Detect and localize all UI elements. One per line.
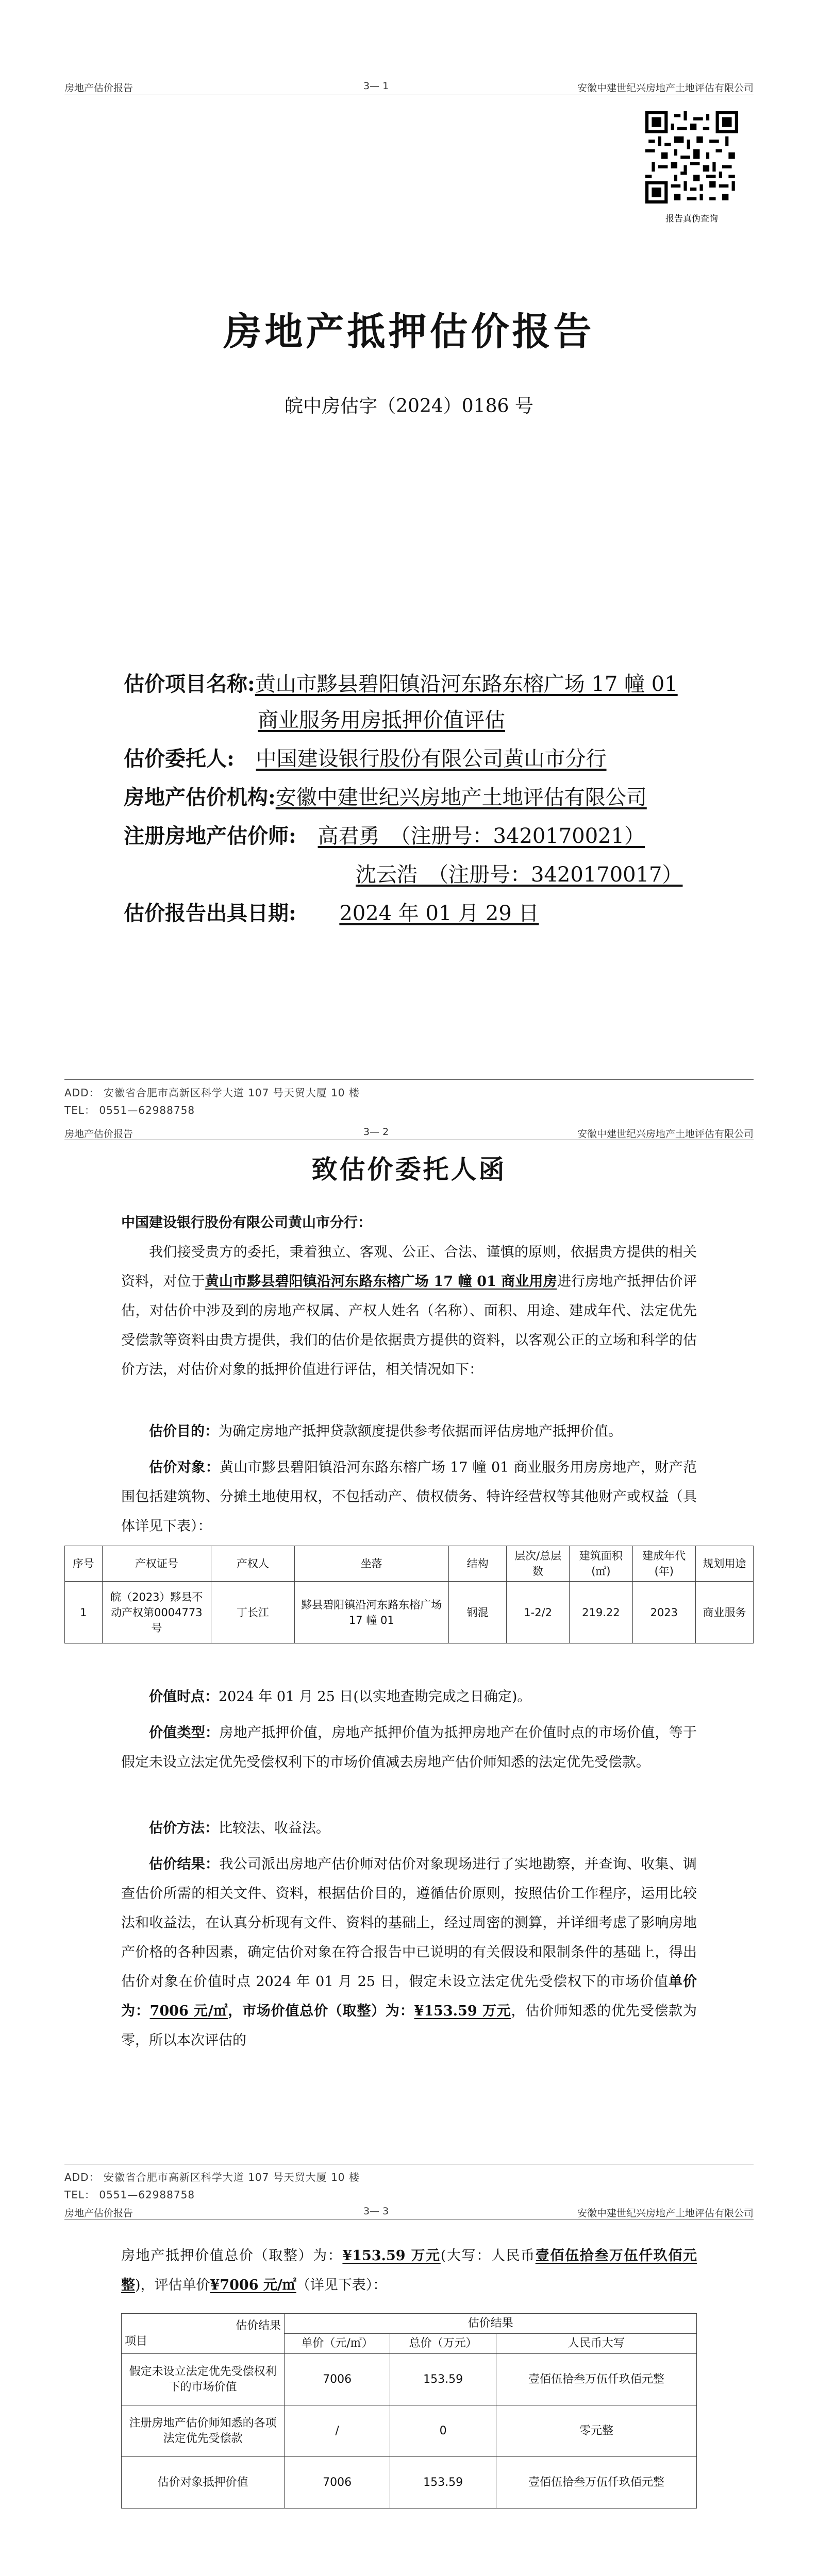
report-date-value: 2024 年 01 月 29 日 — [339, 902, 539, 925]
table-row: 估价对象抵押价值 7006 153.59 壹佰伍拾叁万伍仟玖佰元整 — [122, 2457, 697, 2509]
header-company: 安徽中建世纪兴房地产土地评估有限公司 — [577, 82, 754, 94]
page-header-2: 房地产估价报告 3— 2 安徽中建世纪兴房地产土地评估有限公司 — [64, 1126, 754, 1140]
purpose-paragraph: 估价目的：为确定房地产抵押贷款额度提供参考依据而评估房地产抵押价值。 — [149, 1423, 622, 1439]
letter-addressee: 中国建设银行股份有限公司黄山市分行： — [121, 1215, 372, 1231]
appraiser-2: 沈云浩 （注册号：3420170017） — [356, 863, 683, 887]
page-footer: ADD： 安徽省合肥市高新区科学大道 107 号天贸大厦 10 楼 TEL： 0551—62988758 — [64, 1079, 754, 1119]
report-number: 皖中房估字（2024）0186 号 — [285, 396, 533, 417]
appraiser-1: 高君勇 （注册号：3420170021） — [318, 824, 645, 848]
agency-value: 安徽中建世纪兴房地产土地评估有限公司 — [275, 786, 647, 809]
method-paragraph: 估价方法：比较法、收益法。 — [149, 1820, 330, 1836]
project-name-row: 估价项目名称:黄山市黟县碧阳镇沿河东路东榕广场 17 幢 01 — [124, 672, 678, 696]
table-row: 1 皖（2023）黟县不动产权第0004773 号 丁长江 黟县碧阳镇沿河东路东榕广场 17 幢 01 钢混 1-2/2 219.22 2023 商业服务 — [65, 1582, 754, 1643]
page-header — [64, 77, 754, 95]
page-header-3: 房地产估价报告 3— 3 安徽中建世纪兴房地产土地评估有限公司 — [64, 2206, 754, 2219]
header-left: 房地产估价报告 — [64, 82, 133, 94]
object-paragraph: 估价对象：黄山市黟县碧阳镇沿河东路东榕广场 17 幢 01 商业服务用房房地产，财产范围包括建筑物、分摊土地使用权，不包括动产、债权债务、特许经营权等其他财产或权益（具体详见下表）： — [121, 1460, 697, 1534]
client-value: 中国建设银行股份有限公司黄山市分行 — [256, 747, 607, 771]
appraiser-row-2 — [356, 860, 683, 889]
table-row: 注册房地产估价师知悉的各项法定优先受偿款 / 0 零元整 — [122, 2405, 697, 2457]
client-row: 估价委托人: 中国建设银行股份有限公司黄山市分行 — [124, 747, 607, 771]
letter-title: 致估价委托人函 — [311, 1154, 507, 1184]
mortgage-value-paragraph: 房地产抵押价值总价（取整）为：¥153.59 万元(大写：人民币壹佰伍拾叁万伍仟玖佰元整)，评估单价¥7006 元/㎡（详见下表）： — [121, 2248, 697, 2293]
qr-code-icon[interactable] — [645, 111, 738, 204]
letter-paragraph-1: 我们接受贵方的委托，秉着独立、客观、公正、合法、谨慎的原则，依据贵方提供的相关资料，对位于黄山市黟县碧阳镇沿河东路东榕广场 17 幢 01 商业用房进行房地产抵押估价评估，对估价中涉及到的房地产权属、产权人姓名（名称）、面积、用途、建成年代、法定优先受偿款等资料由贵方提供，我们的估价是依据贵方提供的资料，以客观公正的立场和科学的估价方法，对估价对象的抵押价值进行评估，相关情况如下： — [121, 1244, 697, 1378]
total-price-value: ¥153.59 万元 — [414, 2003, 511, 2019]
result-paragraph: 估价结果：我公司派出房地产估价师对估价对象现场进行了实地勘察，并查询、收集、调查估价所需的相关文件、资料，根据估价目的，遵循估价原则，按照估价工作程序，运用比较法和收益法，在认真分析现有文件、资料的基础上，经过周密的测算，并详细考虑了影响房地产价格的各种因素，确定估价对象在符合报告中已说明的有关假设和限制条件的基础上，得出估价对象在价值时点 2024 年 01 月 25 日，假定未设立法定优先受偿权下的市场价值单价为：7006 元/㎡，市场价值总价（取整）为：¥153.59 万元，估价师知悉的优先受偿款为零，所以本次评估的 — [121, 1856, 697, 2048]
header-page: 3— 1 — [363, 80, 389, 92]
value-type-paragraph: 价值类型：房地产抵押价值，房地产抵押价值为抵押房地产在价值时点的市场价值，等于假定未设立法定优先受偿权利下的市场价值减去房地产估价师知悉的法定优先受偿款。 — [121, 1725, 697, 1770]
qr-caption: 报告真伪查询 — [665, 214, 718, 224]
value-date-paragraph: 价值时点：2024 年 01 月 25 日(以实地查勘完成之日确定)。 — [149, 1689, 531, 1705]
page-footer-2: ADD： 安徽省合肥市高新区科学大道 107 号天贸大厦 10 楼 TEL： 0551—62988758 — [64, 2164, 754, 2204]
project-name-value: 黄山市黟县碧阳镇沿河东路东榕广场 17 幢 01 — [255, 672, 678, 696]
appraiser-row: 注册房地产估价师: 高君勇 （注册号：3420170021） — [124, 824, 645, 848]
unit-price-value: 7006 元/㎡ — [149, 2003, 228, 2019]
report-title: 房地产抵押估价报告 — [223, 310, 595, 354]
agency-row: 房地产估价机构:安徽中建世纪兴房地产土地评估有限公司 — [124, 785, 647, 809]
project-name-row-2: 商业服务用房抵押价值评估 — [258, 708, 505, 732]
table-row: 假定未设立法定优先受偿权利下的市场价值 7006 153.59 壹佰伍拾叁万伍仟玖佰元整 — [122, 2354, 697, 2405]
property-table — [64, 1546, 754, 1643]
date-row: 估价报告出具日期: 2024 年 01 月 29 日 — [124, 901, 539, 925]
page-cover — [0, 0, 818, 1116]
table-header-row: 序号 产权证号 产权人 坐落 结构 层次/总层数 建筑面积(㎡) 建成年代(年) 规划用途 — [65, 1546, 754, 1582]
valuation-summary-table: 估价结果 项目 估价结果 单价（元/㎡） 总价（万元） 人民币大写 假定未设立法定优先受偿权利下的市场价值 7006 153.59 壹佰伍拾叁万伍仟玖佰元整 注册房地产估价师知悉的各项法定优先受偿款 / 0 零元整 估价对象抵押价值 7006 153.59 壹佰伍拾叁万伍仟玖佰元整 — [121, 2313, 697, 2509]
special-notice — [121, 2571, 697, 2576]
summary-header-item: 估价结果 项目 — [122, 2314, 285, 2354]
